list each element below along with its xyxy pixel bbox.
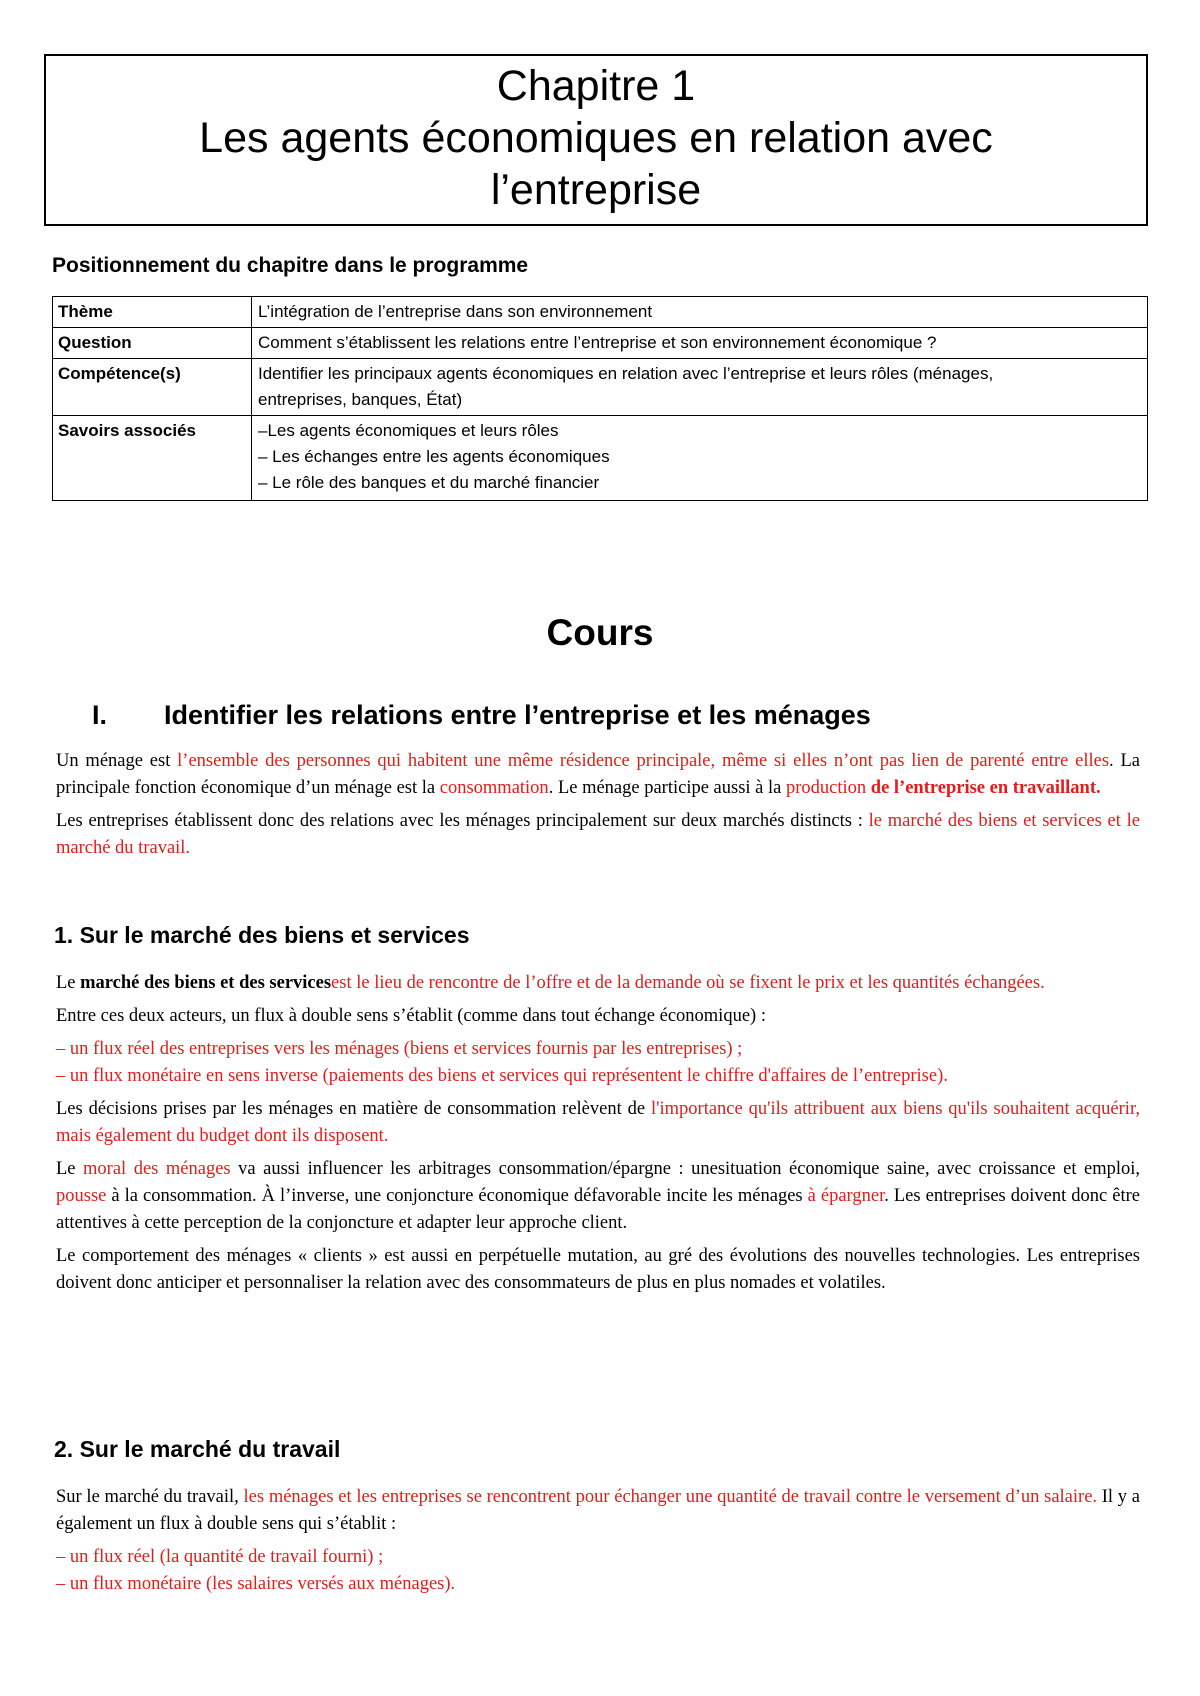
table-row <box>53 416 1148 501</box>
paragraph <box>56 1544 1140 1598</box>
row-value <box>252 297 1148 328</box>
section-title: Identifier les relations entre l’entreprise et les ménages <box>164 700 871 730</box>
text-span: Le <box>56 1159 84 1179</box>
text-span: à la consommation. À l’inverse, une conjoncture économique défavorable incite les ménages <box>106 1186 808 1206</box>
section-number: I. <box>92 700 108 730</box>
subsection2-body <box>56 1484 1140 1604</box>
highlight-text: est le lieu de rencontre de l’offre et de la demande où se fixent le prix et les quantités échangées. <box>331 973 1045 993</box>
chapter-title-box <box>44 54 1148 226</box>
subsection1-body <box>56 970 1140 1303</box>
highlight-text: production <box>786 778 871 798</box>
paragraph <box>56 748 1140 802</box>
highlight-text: l'importance qu'ils attribuent aux biens qu'ils souhaitent acquérir, mais également du budget dont ils disposent. <box>56 1099 1140 1146</box>
paragraph <box>56 1096 1140 1150</box>
paragraph <box>56 1484 1140 1538</box>
text-span: Les entreprises établissent donc des relations avec les ménages principalement sur deux marchés distincts : <box>56 811 869 831</box>
row-value <box>252 416 1148 501</box>
highlight-text: consommation <box>439 778 549 798</box>
highlight-text: le marché des biens et services et le marché du travail. <box>56 811 1140 858</box>
positioning-table <box>52 296 1148 501</box>
highlight-text: pousse <box>56 1186 107 1206</box>
table-row <box>53 297 1148 328</box>
cours-title: Cours <box>546 612 654 653</box>
text-span: Le <box>56 973 81 993</box>
paragraph <box>56 1156 1140 1237</box>
row-value <box>252 359 1148 416</box>
highlight-text: de l’entreprise en travaillant. <box>870 778 1101 798</box>
list-item: – un flux réel des entreprises vers les ménages (biens et services fournis par les entreprises) ; <box>56 1039 743 1059</box>
text-span: va aussi influencer les arbitrages consommation/épargne : unesituation économique saine, avec croissance et emploi, <box>230 1159 1140 1179</box>
list-item: – un flux monétaire en sens inverse (paiements des biens et services qui représentent le chiffre d'affaires de l’entreprise). <box>56 1066 948 1086</box>
chapter-number: Chapitre 1 <box>496 62 696 110</box>
text-span: Sur le marché du travail, <box>56 1487 244 1507</box>
row-value-line: –Les agents économiques et leurs rôles <box>258 421 559 440</box>
table-row <box>53 359 1148 416</box>
text-span: . Les entreprises doivent donc être attentives à cette perception de la conjoncture et adapter leur approche client. <box>56 1186 1140 1233</box>
text-span: Il y a également un flux à double sens qui s’établit : <box>56 1487 1140 1534</box>
row-value-line: – Le rôle des banques et du marché financier <box>258 473 600 492</box>
section1-body <box>56 748 1140 868</box>
row-key: Thème <box>53 297 252 328</box>
highlight-text: les ménages et les entreprises se rencontrent pour échanger une quantité de travail contre le versement d’un salaire. <box>243 1487 1098 1507</box>
paragraph <box>56 1036 1140 1090</box>
list-item: – un flux réel (la quantité de travail fourni) ; <box>56 1547 384 1567</box>
highlight-text: à épargner <box>807 1186 885 1206</box>
highlight-text: moral des ménages <box>83 1159 231 1179</box>
row-key: Compétence(s) <box>53 359 252 416</box>
paragraph: Le comportement des ménages « clients » est aussi en perpétuelle mutation, au gré des évolutions des nouvelles technologies. Les entreprises doivent donc anticiper et personnaliser la relation avec des consommateurs de plus en plus nomades et volatiles. <box>56 1246 1140 1293</box>
bold-text: marché des biens et des services <box>80 973 332 993</box>
row-value <box>252 328 1148 359</box>
row-value-line: – Les échanges entre les agents économiques <box>258 447 610 466</box>
text-span: . La principale fonction économique d’un ménage est la <box>56 751 1140 798</box>
highlight-text: l’ensemble des personnes qui habitent une même résidence principale, même si elles n’ont pas lien de parenté entre elles <box>177 751 1110 771</box>
paragraph <box>56 970 1140 997</box>
text-span: . Le ménage participe aussi à la <box>548 778 786 798</box>
positioning-heading: Positionnement du chapitre dans le programme <box>52 254 529 277</box>
row-key: Savoirs associés <box>53 416 252 501</box>
row-value-line: entreprises, banques, État) <box>258 390 463 409</box>
row-key: Question <box>53 328 252 359</box>
text-span: Les décisions prises par les ménages en matière de consommation relèvent de <box>56 1099 652 1119</box>
subsection-heading: 2. Sur le marché du travail <box>54 1436 341 1462</box>
chapter-title-line2: l’entreprise <box>490 166 702 214</box>
text-span: Un ménage est <box>56 751 178 771</box>
row-value-line: Comment s’établissent les relations entre l’entreprise et son environnement économique ? <box>258 333 937 352</box>
chapter-title-line1: Les agents économiques en relation avec <box>199 114 993 162</box>
row-value-line: Identifier les principaux agents économiques en relation avec l’entreprise et leurs rôles (ménages, <box>258 364 994 383</box>
list-item: – un flux monétaire (les salaires versés aux ménages). <box>56 1574 456 1594</box>
paragraph <box>56 808 1140 862</box>
section-heading <box>92 700 871 731</box>
subsection-heading: 1. Sur le marché des biens et services <box>54 922 470 948</box>
paragraph: Entre ces deux acteurs, un flux à double sens s’établit (comme dans tout échange économique) : <box>56 1006 766 1026</box>
row-value-line: L’intégration de l’entreprise dans son environnement <box>258 302 653 321</box>
table-row <box>53 328 1148 359</box>
